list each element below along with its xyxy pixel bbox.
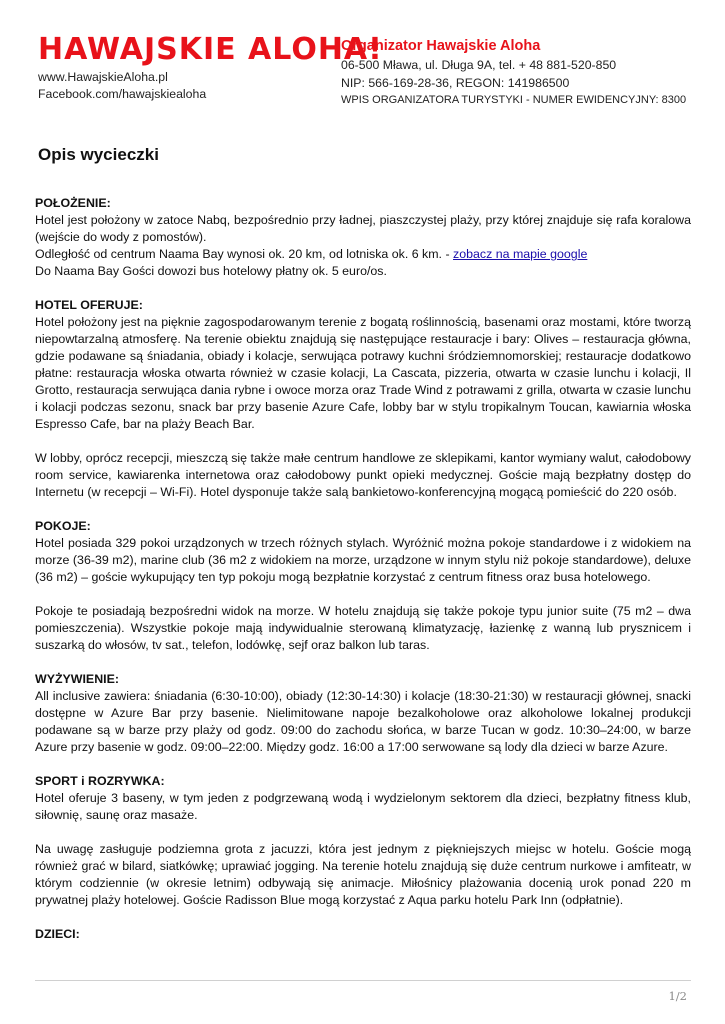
paragraph: All inclusive zawiera: śniadania (6:30-10:00), obiady (12:30-14:30) i kolacje (18:30-21:30) w restauracji głównej, snacki dostępne w Azure Bar przy basenie. Nielimitowane napoje bezalkoholowe oraz alkoholowe lokalnej produkcji podawane są w barze przy plaży od godz. 09:00 do zachodu słońca, w barze Tucan w godz. 10:30–24:00, w barze Azure przy basenie w godz. 09:00–22:00. Między godz. 16:00 a 17:00 serwowane są lody dla dzieci w barze Azure.	[35, 689, 691, 754]
section-location	[35, 195, 691, 280]
section-heading: DZIECI:	[35, 927, 80, 941]
section-children	[35, 926, 691, 943]
paragraph: Na uwagę zasługuje podziemna grota z jacuzzi, która jest jednym z piękniejszych miejsc w hotelu. Goście mogą również grać w bilard, siatkówkę; uprawiać jogging. Na terenie hotelu znajdują się duże centrum nurkowe i amfiteatr, w którym codziennie (w okresie letnim) odbywają się animacje. Miłośnicy plażowania docenią urok ponad 220 m prywatnej plaży hotelowej. Goście Radisson Blue mogą korzystać z Aqua parku hotelu Park Inn (odpłatnie).	[35, 842, 691, 907]
section-heading: SPORT i ROZRYWKA:	[35, 774, 165, 788]
google-map-link[interactable]: zobacz na mapie google	[453, 247, 588, 261]
site-links	[38, 69, 206, 103]
paragraph: W lobby, oprócz recepcji, mieszczą się także małe centrum handlowe ze sklepikami, kantor wymiany walut, całodobowy room service, kawiarenka internetowa oraz całodobowy punkt opieki medycznej. Goście mają bezpłatny dostęp do Internetu (w recepcji – Wi-Fi). Hotel dysponuje także salą bankietowo-konferencyjną mogącą pomieścić do 220 osób.	[35, 451, 691, 499]
location-bus: Do Naama Bay Gości dowozi bus hotelowy płatny ok. 5 euro/os.	[35, 264, 387, 278]
organizer-registry: WPIS ORGANIZATORA TURYSTYKI - NUMER EWIDENCYJNY: 8300	[341, 94, 687, 106]
location-text: Hotel jest położony w zatoce Nabq, bezpośrednio przy ładnej, piaszczystej plaży, przy której znajduje się rafa koralowa (wejście do wody z pomostów).	[35, 213, 691, 244]
organizer-ids: NIP: 566-169-28-36, REGON: 141986500	[341, 75, 570, 90]
page-title: Opis wycieczki	[38, 145, 159, 164]
section-rooms	[35, 518, 691, 586]
paragraph: Hotel posiada 329 pokoi urządzonych w trzech różnych stylach. Wyróżnić można pokoje standardowe i z widokiem na morze (36-39 m2), marine club (36 m2 z widokiem na morze, urządzone w innym stylu niż pokoje standardowe), deluxe (36 m2) – goście wykupujący ten typ pokoju mogą bezpłatnie korzystać z centrum fitness oraz busa hotelowego.	[35, 536, 691, 584]
distance-text: Odległość od centrum Naama Bay wynosi ok. 20 km, od lotniska ok. 6 km. -	[35, 247, 454, 261]
facebook-link[interactable]: Facebook.com/hawajskiealoha	[38, 87, 207, 101]
document-body	[35, 195, 691, 960]
organizer-title: Organizator Hawajskie Aloha	[341, 38, 541, 54]
section-hotel-offers	[35, 297, 691, 433]
organizer-info	[341, 36, 711, 110]
page-number: 1/2	[668, 989, 687, 1003]
section-heading: WYŻYWIENIE:	[35, 672, 119, 686]
paragraph: Hotel oferuje 3 baseny, w tym jeden z podgrzewaną wodą i wydzielonym sektorem dla dzieci, bezpłatny fitness klub, siłownię, saunę oraz masaże.	[35, 791, 691, 822]
website-link[interactable]: www.HawajskieAloha.pl	[38, 70, 168, 84]
company-logo: HAWAJSKIE ALOHA!	[38, 32, 383, 67]
section-heading: HOTEL OFERUJE:	[35, 298, 143, 312]
paragraph: Hotel położony jest na pięknie zagospodarowanym terenie z bogatą roślinnością, basenami oraz mostami, które tworzą niepowtarzalną atmosferę. Na terenie obiektu znajdują się następujące restauracje i bary: Olives – restauracja główna, gdzie podawane są śniadania, obiady i kolacje, serwująca potrawy kuchni śródziemnomorskiej; restauracje dodatkowo płatne: restauracja włoska otwarta również w czasie kolacji, La Cascata, pizzeria, otwarta w czasie lunchu i kolacji, Il Grotto, restauracja serwująca dania rybne i owoce morza oraz Trade Wind z potrawami z grilla, otwarta w czasie lunchu i kolacji podczas sezonu, snack bar przy basenie Azure Cafe, lobby bar w stylu tropikalnym Toucan, kawiarnia włoska Espresso Cafe, bar na plaży Beach Bar.	[35, 315, 691, 431]
footer-divider	[35, 980, 691, 981]
section-heading: POŁOŻENIE:	[35, 196, 111, 210]
section-sport	[35, 773, 691, 824]
paragraph: Pokoje te posiadają bezpośredni widok na morze. W hotelu znajdują się także pokoje typu junior suite (75 m2 – dwa pomieszczenia). Wszystkie pokoje mają indywidualnie sterowaną klimatyzację, łazienkę z wanną lub prysznicem i suszarką do włosów, tv sat., telefon, lodówkę, sejf oraz balkon lub taras.	[35, 604, 691, 652]
organizer-address: 06-500 Mława, ul. Długa 9A, tel. + 48 881-520-850	[341, 58, 617, 72]
section-heading: POKOJE:	[35, 519, 91, 533]
location-distance	[35, 246, 691, 263]
section-meals	[35, 671, 691, 756]
